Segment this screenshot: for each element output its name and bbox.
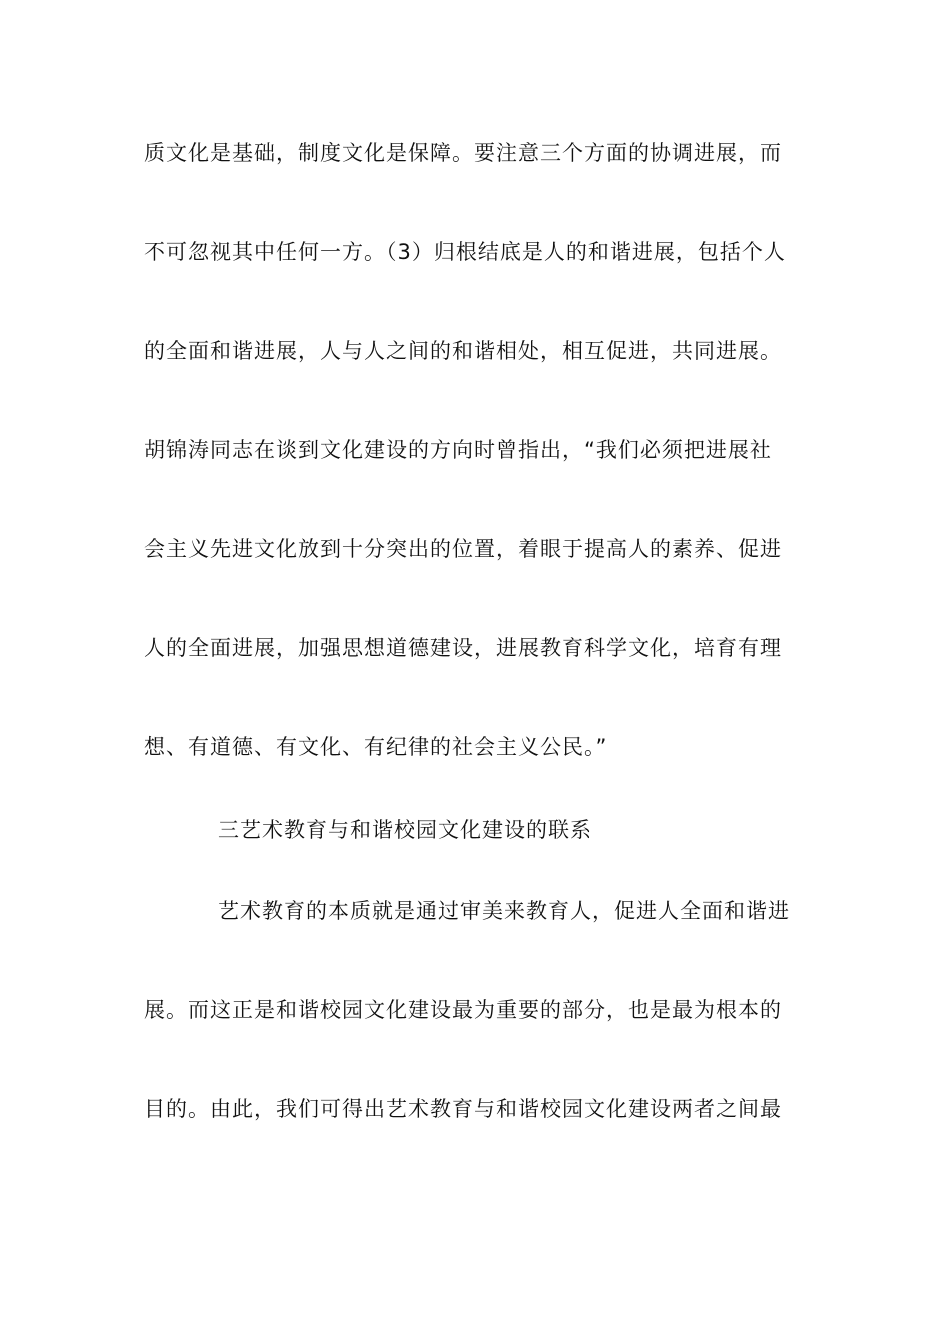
- paragraph-line: 人的全面进展，加强思想道德建设，进展教育科学文化，培育有理: [144, 636, 782, 660]
- paragraph-line: 不可忽视其中任何一方。（3）归根结底是人的和谐进展，包括个人: [144, 240, 786, 264]
- paragraph-line: 想、有道德、有文化、有纪律的社会主义公民。”: [144, 735, 608, 759]
- paragraph-line: 目的。由此，我们可得出艺术教育与和谐校园文化建设两者之间最: [144, 1097, 782, 1121]
- paragraph-line: 的全面和谐进展，人与人之间的和谐相处，相互促进，共同进展。: [144, 339, 782, 363]
- paragraph-line: 质文化是基础，制度文化是保障。要注意三个方面的协调进展，而: [144, 141, 782, 165]
- paragraph-line: 展。而这正是和谐校园文化建设最为重要的部分，也是最为根本的: [144, 998, 782, 1022]
- section-heading: 三艺术教育与和谐校园文化建设的联系: [218, 818, 592, 842]
- paragraph-line: 会主义先进文化放到十分突出的位置，着眼于提高人的素养、促进: [144, 537, 782, 561]
- paragraph-line: 艺术教育的本质就是通过审美来教育人，促进人全面和谐进: [218, 899, 790, 923]
- paragraph-line: 胡锦涛同志在谈到文化建设的方向时曾指出，“我们必须把进展社: [144, 438, 772, 462]
